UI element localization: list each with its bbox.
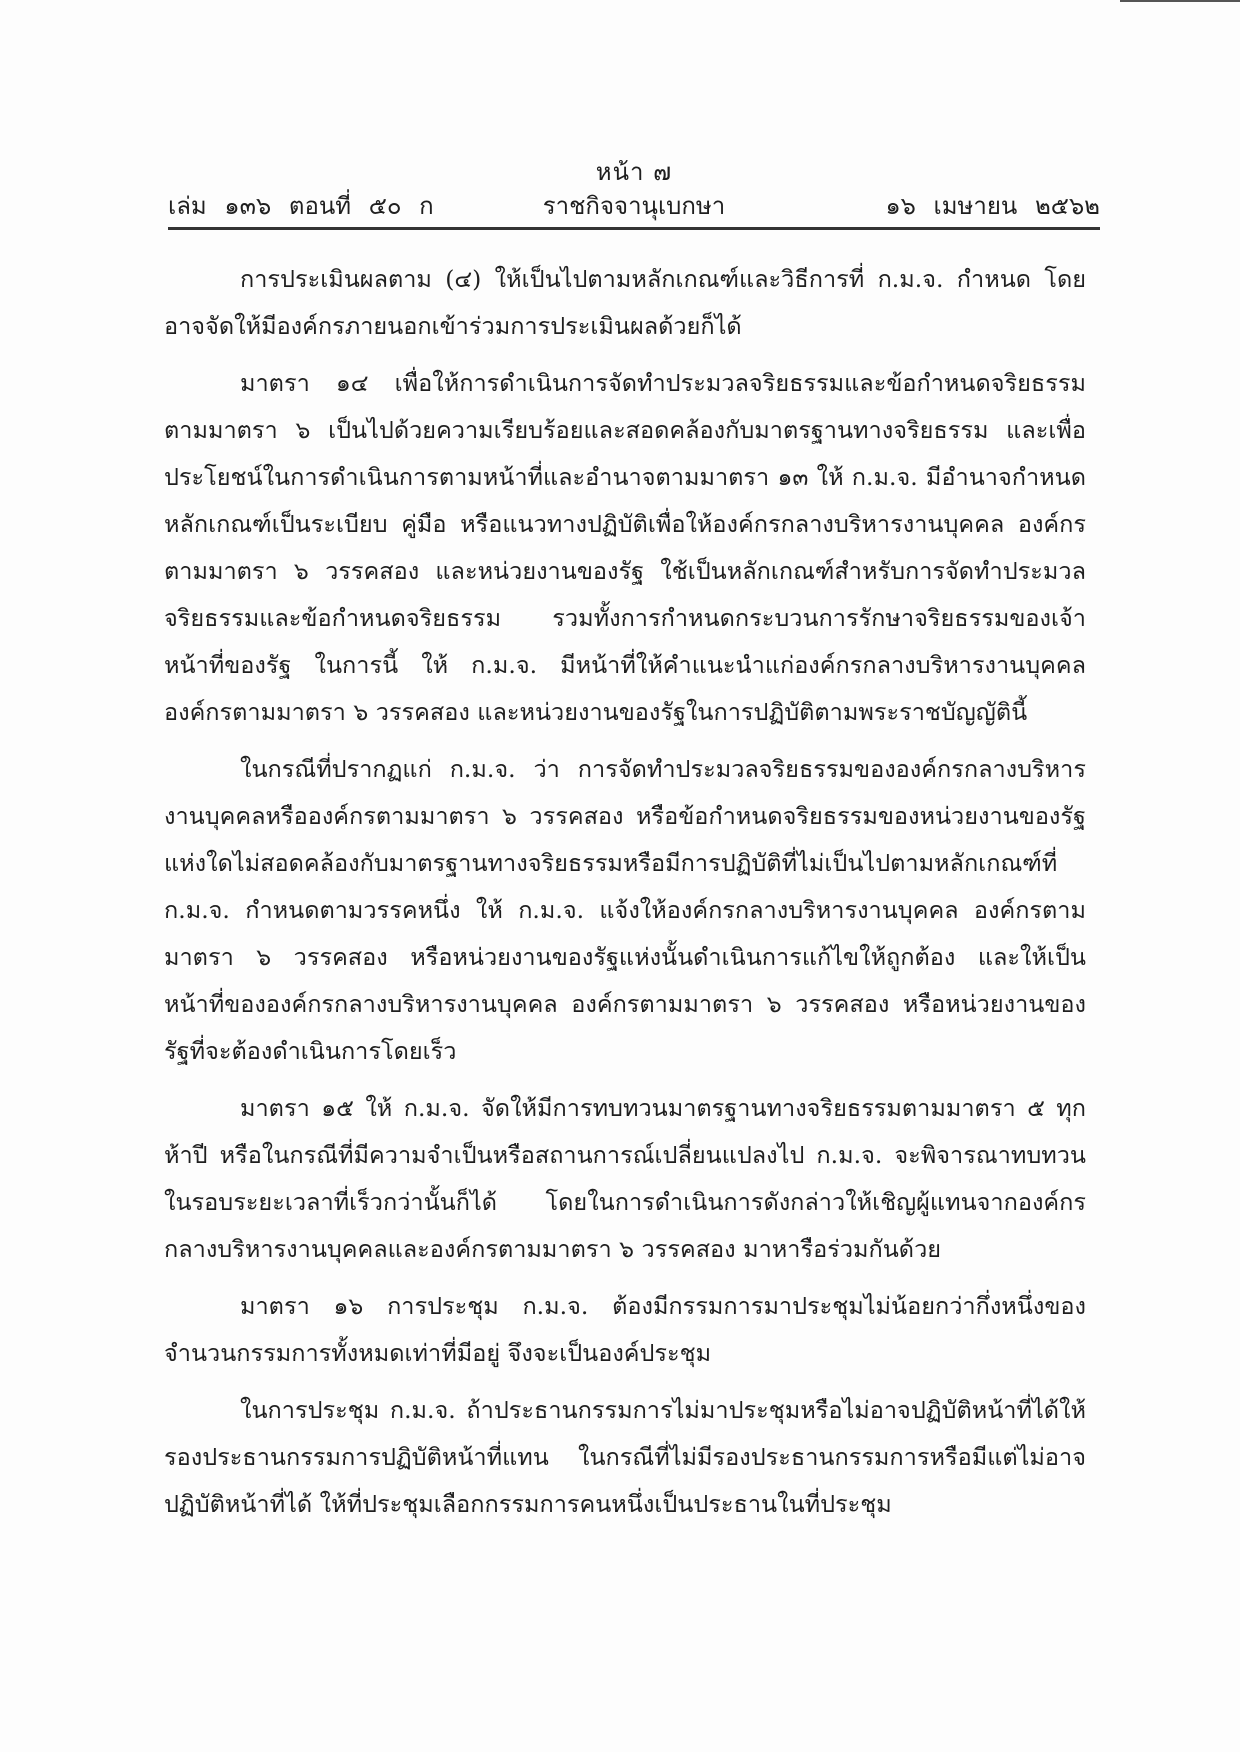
header-row xyxy=(168,186,1100,220)
paragraph: ในการประชุม ก.ม.จ. ถ้าประธานกรรมการไม่มาประชุมหรือไม่อาจปฏิบัติหน้าที่ได้ให้รองประธานกรรมการปฏิบัติหน้าที่แทน ในกรณีที่ไม่มีรองประธานกรรมการหรือมีแต่ไม่อาจปฏิบัติหน้าที่ได้ ให้ที่ประชุมเลือกกรรมการคนหนึ่งเป็นประธานในที่ประชุม xyxy=(164,1396,1086,1518)
publication-date: ๑๖ เมษายน ๒๕๖๒ xyxy=(885,192,1100,220)
header-divider xyxy=(168,227,1100,230)
volume-info: เล่ม ๑๓๖ ตอนที่ ๕๐ ก xyxy=(168,192,434,220)
document-body xyxy=(164,256,1086,1538)
gazette-name: ราชกิจจานุเบกษา xyxy=(542,192,726,220)
paragraph: มาตรา ๑๕ ให้ ก.ม.จ. จัดให้มีการทบทวนมาตรฐานทางจริยธรรมตามมาตรา ๕ ทุกห้าปี หรือในกรณีที่มีความจำเป็นหรือสถานการณ์เปลี่ยนแปลงไป ก.ม.จ. จะพิจารณาทบทวนในรอบระยะเวลาที่เร็วกว่านั้นก็ได้ โดยในการดำเนินการดังกล่าวให้เชิญผู้แทนจากองค์กรกลางบริหารงานบุคคลและองค์กรตามมาตรา ๖ วรรคสอง มาหารือร่วมกันด้วย xyxy=(164,1094,1086,1263)
paragraph: ในกรณีที่ปรากฏแก่ ก.ม.จ. ว่า การจัดทำประมวลจริยธรรมขององค์กรกลางบริหารงานบุคคลหรือองค์กรตามมาตรา ๖ วรรคสอง หรือข้อกำหนดจริยธรรมของหน่วยงานของรัฐแห่งใดไม่สอดคล้องกับมาตรฐานทางจริยธรรมหรือมีการปฏิบัติที่ไม่เป็นไปตามหลักเกณฑ์ที่ ก.ม.จ. กำหนดตามวรรคหนึ่ง ให้ ก.ม.จ. แจ้งให้องค์กรกลางบริหารงานบุคคล องค์กรตามมาตรา ๖ วรรคสอง หรือหน่วยงานของรัฐแห่งนั้นดำเนินการแก้ไขให้ถูกต้อง และให้เป็นหน้าที่ขององค์กรกลางบริหารงานบุคคล องค์กรตามมาตรา ๖ วรรคสอง หรือหน่วยงานของรัฐที่จะต้องดำเนินการโดยเร็ว xyxy=(164,755,1086,1065)
paragraph: การประเมินผลตาม (๔) ให้เป็นไปตามหลักเกณฑ์และวิธีการที่ ก.ม.จ. กำหนด โดยอาจจัดให้มีองค์กรภายนอกเข้าร่วมการประเมินผลด้วยก็ได้ xyxy=(164,265,1086,340)
paragraph: มาตรา ๑๖ การประชุม ก.ม.จ. ต้องมีกรรมการมาประชุมไม่น้อยกว่ากึ่งหนึ่งของจำนวนกรรมการทั้งหมดเท่าที่มีอยู่ จึงจะเป็นองค์ประชุม xyxy=(164,1292,1086,1367)
paragraph: มาตรา ๑๔ เพื่อให้การดำเนินการจัดทำประมวลจริยธรรมและข้อกำหนดจริยธรรมตามมาตรา ๖ เป็นไปด้วยความเรียบร้อยและสอดคล้องกับมาตรฐานทางจริยธรรม และเพื่อประโยชน์ในการดำเนินการตามหน้าที่และอำนาจตามมาตรา ๑๓ ให้ ก.ม.จ. มีอำนาจกำหนดหลักเกณฑ์เป็นระเบียบ คู่มือ หรือแนวทางปฏิบัติเพื่อให้องค์กรกลางบริหารงานบุคคล องค์กรตามมาตรา ๖ วรรคสอง และหน่วยงานของรัฐ ใช้เป็นหลักเกณฑ์สำหรับการจัดทำประมวลจริยธรรมและข้อกำหนดจริยธรรม รวมทั้งการกำหนดกระบวนการรักษาจริยธรรมของเจ้าหน้าที่ของรัฐ ในการนี้ ให้ ก.ม.จ. มีหน้าที่ให้คำแนะนำแก่องค์กรกลางบริหารงานบุคคล องค์กรตามมาตรา ๖ วรรคสอง และหน่วยงานของรัฐในการปฏิบัติตามพระราชบัญญัตินี้ xyxy=(164,369,1086,726)
gazette-header xyxy=(168,146,1100,226)
scan-edge-mark xyxy=(1120,0,1240,2)
page-number: หน้า ๗ xyxy=(595,158,673,186)
